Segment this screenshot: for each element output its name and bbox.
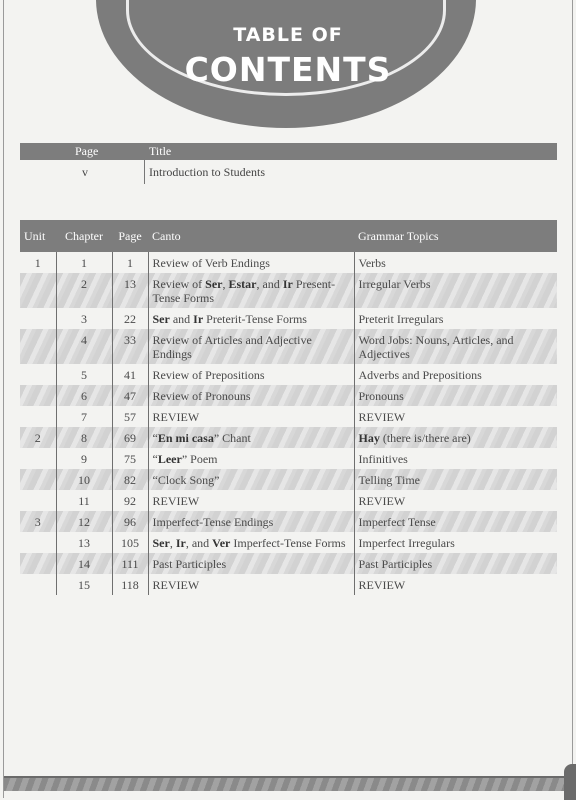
unit-cell: 1 — [20, 252, 56, 273]
page-cell: 69 — [112, 427, 148, 448]
header-chapter: Chapter — [56, 220, 112, 252]
chapter-cell: 12 — [56, 511, 112, 532]
chapter-cell: 3 — [56, 308, 112, 329]
table-row — [20, 553, 557, 574]
canto-cell: Review of Ser, Estar, and Ir Present-Tense Forms — [148, 273, 354, 308]
front-matter-table — [20, 143, 557, 186]
table-row — [20, 385, 557, 406]
unit-cell — [20, 273, 56, 308]
table-row — [20, 511, 557, 532]
header-page: Page — [112, 220, 148, 252]
canto-cell: Review of Pronouns — [148, 385, 354, 406]
canto-cell: Review of Verb Endings — [148, 252, 354, 273]
unit-cell — [20, 329, 56, 364]
chapter-cell: 11 — [56, 490, 112, 511]
page-cell: 82 — [112, 469, 148, 490]
unit-cell — [20, 553, 56, 574]
page-cell: 1 — [112, 252, 148, 273]
header-grammar: Grammar Topics — [354, 220, 557, 252]
canto-cell: Ser, Ir, and Ver Imperfect-Tense Forms — [148, 532, 354, 553]
header-canto: Canto — [148, 220, 354, 252]
chapter-cell: 6 — [56, 385, 112, 406]
canto-cell: REVIEW — [148, 490, 354, 511]
grammar-cell: Imperfect Irregulars — [358, 536, 455, 550]
page-cell: 47 — [112, 385, 148, 406]
column-divider — [144, 160, 145, 184]
grammar-cell: Verbs — [358, 256, 386, 270]
table-row — [20, 273, 557, 308]
chapter-cell: 8 — [56, 427, 112, 448]
contents-header-row — [20, 220, 557, 252]
table-row — [20, 490, 557, 511]
chapter-cell: 1 — [56, 252, 112, 273]
table-row — [20, 574, 557, 595]
grammar-cell: REVIEW — [358, 578, 406, 592]
grammar-cell: Word Jobs: Nouns, Articles, and Adjectives — [354, 329, 557, 364]
table-row — [20, 308, 557, 329]
canto-cell: “Clock Song” — [148, 469, 354, 490]
unit-cell: 2 — [20, 427, 56, 448]
page-cell: 75 — [112, 448, 148, 469]
chapter-cell: 15 — [56, 574, 112, 595]
page-cell: 33 — [112, 329, 148, 364]
contents-table — [20, 220, 557, 595]
canto-cell: Past Participles — [148, 553, 354, 574]
front-header-page: Page — [75, 144, 99, 158]
page-title-line2: CONTENTS — [184, 50, 392, 89]
chapter-cell: 2 — [56, 273, 112, 308]
grammar-cell: Hay (there is/there are) — [354, 427, 557, 448]
table-row — [20, 252, 557, 273]
footer-bar — [4, 776, 572, 791]
canto-cell: “Leer” Poem — [148, 448, 354, 469]
front-row-title: Introduction to Students — [149, 165, 265, 179]
grammar-cell: REVIEW — [358, 410, 406, 424]
unit-cell — [20, 448, 56, 469]
corner-mark — [564, 764, 576, 800]
canto-cell: Ser and Ir Preterit-Tense Forms — [148, 308, 354, 329]
page-cell: 92 — [112, 490, 148, 511]
canto-cell: Review of Prepositions — [148, 364, 354, 385]
page-title-line1: TABLE OF — [233, 24, 343, 46]
canto-cell: Review of Articles and Adjective Endings — [148, 329, 354, 364]
canto-cell: Imperfect-Tense Endings — [148, 511, 354, 532]
header-unit: Unit — [20, 220, 56, 252]
unit-cell — [20, 532, 56, 553]
chapter-cell: 9 — [56, 448, 112, 469]
page-cell: 118 — [112, 574, 148, 595]
page-cell: 13 — [112, 273, 148, 308]
grammar-cell: REVIEW — [358, 494, 406, 508]
table-row — [20, 427, 557, 448]
table-row — [20, 448, 557, 469]
grammar-cell: Irregular Verbs — [354, 273, 557, 308]
grammar-cell: Pronouns — [354, 385, 557, 406]
page-cell: 96 — [112, 511, 148, 532]
front-header-title: Title — [149, 144, 172, 158]
front-matter-header — [20, 143, 557, 160]
unit-cell — [20, 385, 56, 406]
unit-cell: 3 — [20, 511, 56, 532]
table-row — [20, 532, 557, 553]
grammar-cell: Imperfect Tense — [354, 511, 557, 532]
front-row-page: v — [82, 165, 88, 179]
chapter-cell: 10 — [56, 469, 112, 490]
table-row — [20, 469, 557, 490]
grammar-cell: Infinitives — [358, 452, 408, 466]
page-cell: 22 — [112, 308, 148, 329]
canto-cell: REVIEW — [148, 406, 354, 427]
grammar-cell: Telling Time — [354, 469, 557, 490]
chapter-cell: 14 — [56, 553, 112, 574]
unit-cell — [20, 406, 56, 427]
chapter-cell: 7 — [56, 406, 112, 427]
unit-cell — [20, 574, 56, 595]
grammar-cell: Preterit Irregulars — [358, 312, 444, 326]
front-matter-row — [20, 160, 557, 186]
chapter-cell: 13 — [56, 532, 112, 553]
page-cell: 41 — [112, 364, 148, 385]
table-row — [20, 406, 557, 427]
chapter-cell: 5 — [56, 364, 112, 385]
page-cell: 111 — [112, 553, 148, 574]
contents-body — [20, 252, 557, 595]
page-cell: 57 — [112, 406, 148, 427]
unit-cell — [20, 364, 56, 385]
unit-cell — [20, 308, 56, 329]
unit-cell — [20, 490, 56, 511]
grammar-cell: Adverbs and Prepositions — [358, 368, 482, 382]
canto-cell: “En mi casa” Chant — [148, 427, 354, 448]
unit-cell — [20, 469, 56, 490]
table-row — [20, 329, 557, 364]
table-row — [20, 364, 557, 385]
canto-cell: REVIEW — [148, 574, 354, 595]
grammar-cell: Past Participles — [354, 553, 557, 574]
page-cell: 105 — [112, 532, 148, 553]
chapter-cell: 4 — [56, 329, 112, 364]
